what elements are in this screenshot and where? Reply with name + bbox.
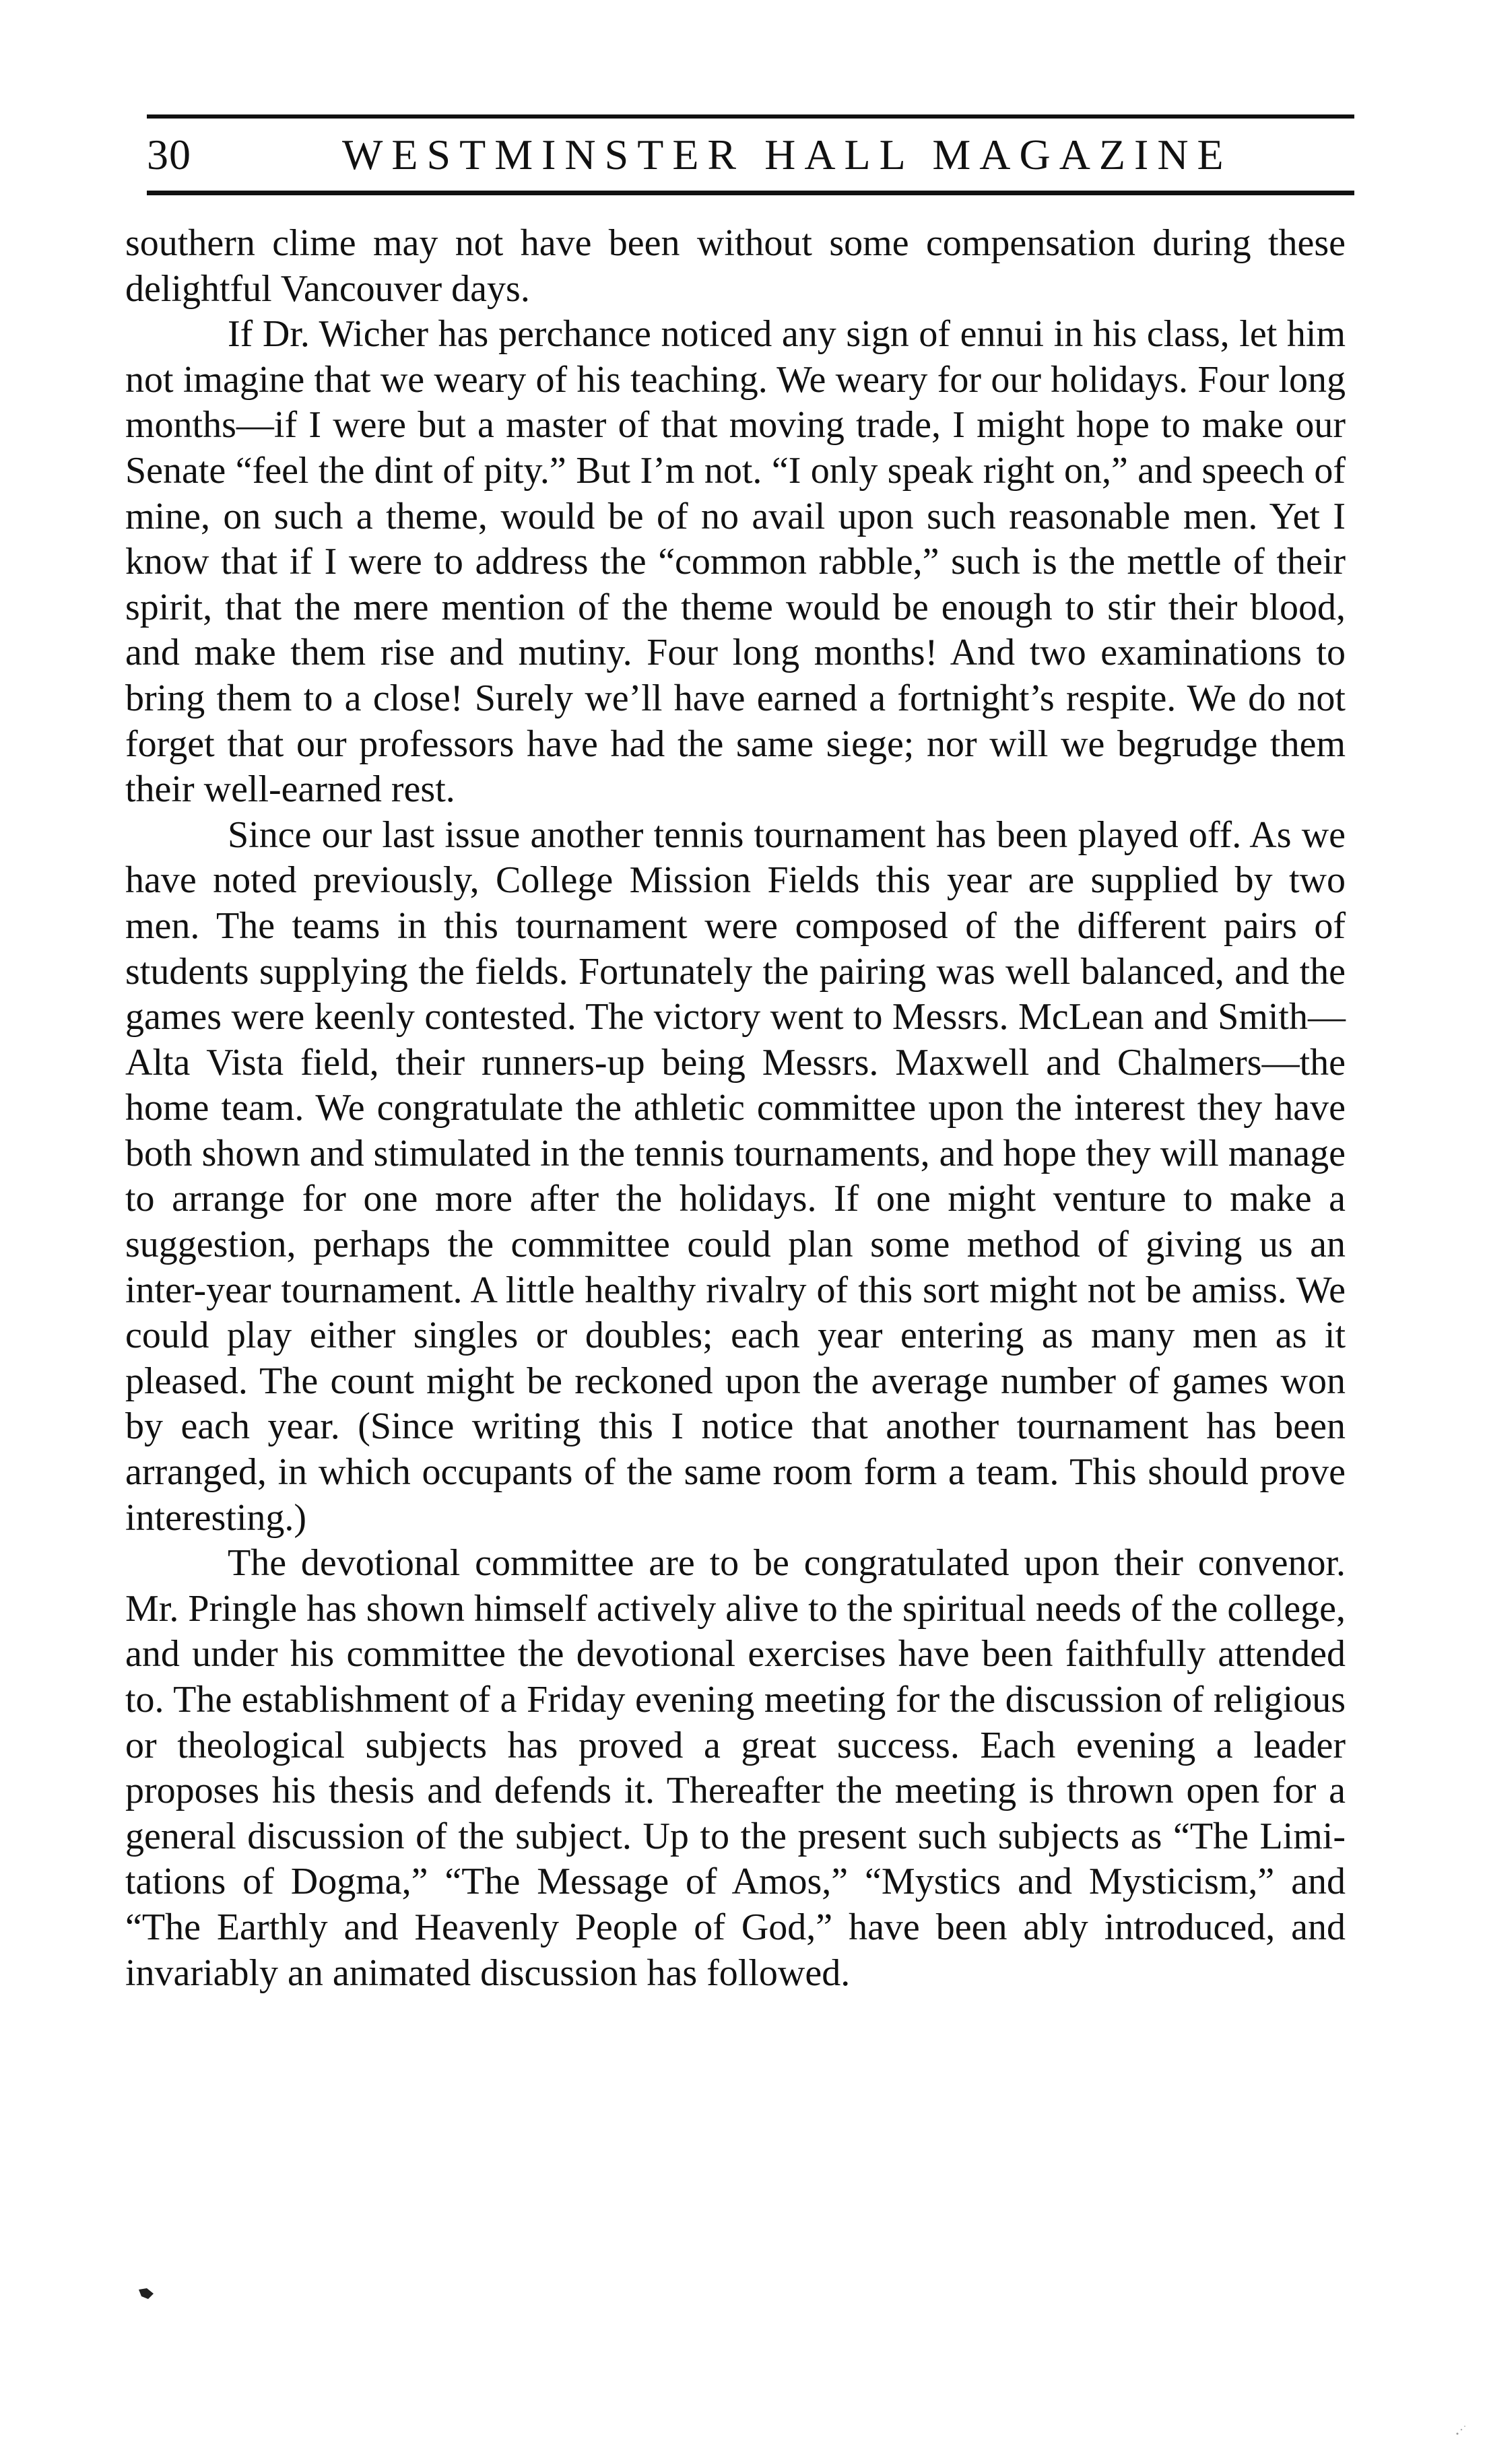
page-number: 30 (147, 131, 191, 178)
paragraph-tennis: Since our last issue another tennis tournament has been played off. As we have noted previously, College Mission Fields this year are supplied by two men. The teams in this tournament were composed of the different pairs of students supplying the fields. Fortunately the pairing was well balanced, and the games were keenly contested. The victory went to Messrs. McLean and Smith—Alta Vista field, their runners-up being Messrs. Maxwell and Chalmers—the home team. We congratulate the athletic committee upon the interest they have both shown and stimulated in the tennis tournaments, and hope they will manage to arrange for one more after the holidays. If one might venture to make a suggestion, perhaps the committee could plan some method of giving us an inter-year tournament. A little healthy rivalry of this sort might not be amiss. We could play either singles or doubles; each year entering as many men as it pleased. The count might be reckoned upon the average number of games won by each year. (Since writing this I notice that another tournament has been arranged, in which occupants of the same room form a team. This should prove interesting.) (125, 813, 1346, 1539)
ink-mark (137, 2287, 155, 2300)
running-title: WESTMINSTER HALL MAGAZINE (342, 131, 1232, 178)
paragraph-devotional: The devotional committee are to be congratulated upon their convenor. Mr. Pringle has shown himself actively alive to the spiritual needs of the college, and under his committee the devotional exercises have been faithfully attended to. The establishment of a Friday evening meeting for the discussion of religious or theological subjects has proved a great success. Each evening a leader proposes his thesis and defends it. Thereafter the meeting is thrown open for a general discussion of the subject. Up to the present such subjects as “The Limitations of Dogma,” “The Message of Amos,” “Mystics and Mysticism,” and “The Earthly and Heavenly People of God,” have been ably introduced, and invariably an animated discussion has followed. (125, 1542, 1346, 1994)
header-top-rule (147, 114, 1354, 119)
article-body (125, 221, 1346, 1996)
paragraph-wicher: If Dr. Wicher has perchance noticed any sign of ennui in his class, let him not imagine that we weary of his teaching. We weary for our holidays. Four long months—if I were but a master of that moving trade, I might hope to make our Senate “feel the dint of pity.” But I’m not. “I only speak right on,” and speech of mine, on such a theme, would be of no avail upon such reasonable men. Yet I know that if I were to address the “common rabble,” such is the mettle of their spirit, that the mere mention of the theme would be enough to stir their blood, and make them rise and mutiny. Four long months! And two examinations to bring them to a close! Surely we’ll have earned a fortnight’s respite. We do not forget that our professors have had the same siege; nor will we begrudge them their well-earned rest. (125, 313, 1346, 811)
header-bottom-rule (147, 191, 1354, 195)
paragraph-continued: southern clime may not have been without some compensation during these delightful Vancouver days. (125, 222, 1346, 310)
paper-speck (1455, 2424, 1467, 2436)
